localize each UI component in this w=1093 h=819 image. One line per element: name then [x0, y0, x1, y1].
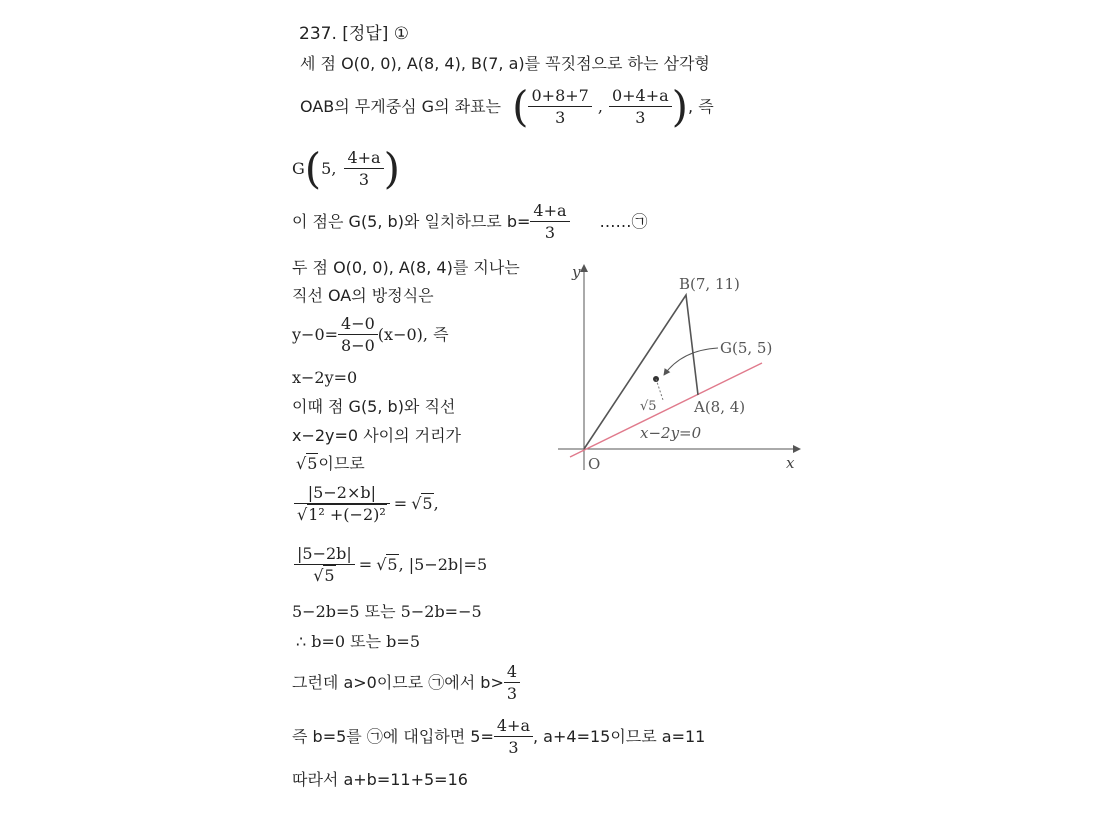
x-axis-label: x: [786, 454, 795, 472]
coord: 5,: [321, 159, 337, 178]
line-4-text: 이 점은 G(5, b)와 일치하므로 b=: [292, 212, 531, 231]
fraction-den: [294, 565, 355, 584]
fraction-num: 4−0: [338, 316, 378, 335]
line-17-tail: , a+4=15이므로 a=11: [533, 727, 706, 746]
fraction: [294, 546, 355, 584]
radicand: 5: [387, 555, 398, 574]
line-15: ∴ b=0 또는 b=5: [296, 632, 421, 651]
fraction-num: 4+a: [344, 150, 383, 169]
radicand: 5: [422, 494, 433, 513]
line-7: [292, 316, 449, 354]
line-18: 따라서 a+b=11+5=16: [292, 770, 468, 789]
line-16: [292, 664, 520, 702]
line-equation-label: x−2y=0: [640, 424, 702, 442]
equals: =: [393, 494, 408, 513]
distance-label: √5: [640, 399, 657, 414]
origin-label: O: [588, 455, 601, 473]
point-b-label: B(7, 11): [679, 275, 740, 293]
line-14: 5−2b=5 또는 5−2b=−5: [292, 602, 482, 621]
g-label: G: [292, 159, 305, 178]
line-8: x−2y=0: [292, 368, 358, 387]
line-11: [296, 456, 365, 472]
sqrt: √1² +(−2)²: [297, 505, 386, 524]
line-16-text: 그런데 a>0이므로 ㉠에서 b>: [292, 673, 504, 692]
line-5: 두 점 O(0, 0), A(8, 4)를 지나는: [292, 258, 520, 277]
radicand: 1² +(−2)²: [308, 505, 386, 524]
fraction-num: 4+a: [530, 203, 569, 222]
paren-close: ): [383, 144, 400, 193]
line-2-text: OAB의 무게중심 G의 좌표는: [300, 97, 501, 116]
fraction-num: 4+a: [494, 718, 533, 737]
radicand: 5: [324, 566, 335, 585]
fraction-den: 3: [555, 108, 566, 127]
answer-header: 237. [정답] ①: [299, 24, 410, 44]
line-17: [292, 718, 705, 756]
line-6: 직선 OA의 방정식은: [292, 286, 434, 305]
line-7-tail: (x−0), 즉: [377, 325, 449, 344]
equals: =: [358, 555, 373, 574]
fraction-den: 3: [508, 738, 519, 757]
line-11-text: 이므로: [318, 454, 365, 473]
line-12: [294, 485, 439, 523]
line-1: 세 점 O(0, 0), A(8, 4), B(7, a)를 꼭짓점으로 하는 삼각형: [300, 54, 710, 73]
comma: ,: [597, 97, 603, 116]
line-3: [292, 144, 400, 193]
fraction: [494, 718, 533, 756]
fraction-num: 0+4+a: [609, 88, 672, 107]
paren-close: ): [671, 82, 689, 131]
fraction: [528, 88, 591, 126]
fraction-den: 3: [358, 170, 370, 189]
fraction: [344, 150, 383, 188]
fraction-den: [294, 504, 390, 523]
equation-ref: ……㉠: [599, 212, 648, 231]
coordinate-graph: [550, 255, 810, 480]
radicand: 5: [307, 454, 318, 473]
sqrt: √5: [376, 555, 398, 574]
y-axis-label: y: [572, 263, 581, 281]
fraction: [530, 203, 569, 241]
point-a-label: A(8, 4): [694, 398, 746, 416]
fraction: [294, 485, 390, 523]
line-9: 이때 점 G(5, b)와 직선: [292, 397, 456, 416]
point-g-label: G(5, 5): [720, 339, 773, 357]
paren-open: (: [512, 82, 529, 131]
paren-open: (: [304, 144, 322, 193]
line-10: x−2y=0 사이의 거리가: [292, 426, 462, 445]
line-13-tail: , |5−2b|=5: [398, 555, 488, 574]
fraction-num: |5−2×b|: [294, 485, 390, 504]
sqrt: √5: [313, 566, 335, 585]
fraction-den: 3: [635, 108, 646, 127]
fraction: [609, 88, 672, 126]
fraction-num: 0+8+7: [528, 88, 591, 107]
line-2: [300, 82, 714, 131]
fraction: [504, 664, 520, 702]
fraction-den: 3: [506, 684, 518, 703]
fraction-num: |5−2b|: [294, 546, 355, 565]
sqrt: √5: [296, 454, 318, 473]
line-2-tail: , 즉: [688, 97, 714, 116]
label-arrow: [664, 348, 718, 375]
distance-segment: [656, 379, 663, 400]
fraction: [338, 316, 378, 354]
fraction-num: 4: [504, 664, 520, 683]
fraction-den: 3: [544, 223, 556, 242]
line-13: [294, 546, 487, 584]
fraction-den: 8−0: [341, 336, 375, 355]
line-7-text: y−0=: [292, 325, 339, 344]
sqrt: √5: [411, 494, 433, 513]
comma: ,: [433, 494, 439, 513]
line-17-text: 즉 b=5를 ㉠에 대입하면 5=: [292, 727, 494, 746]
line-4: [292, 203, 648, 241]
